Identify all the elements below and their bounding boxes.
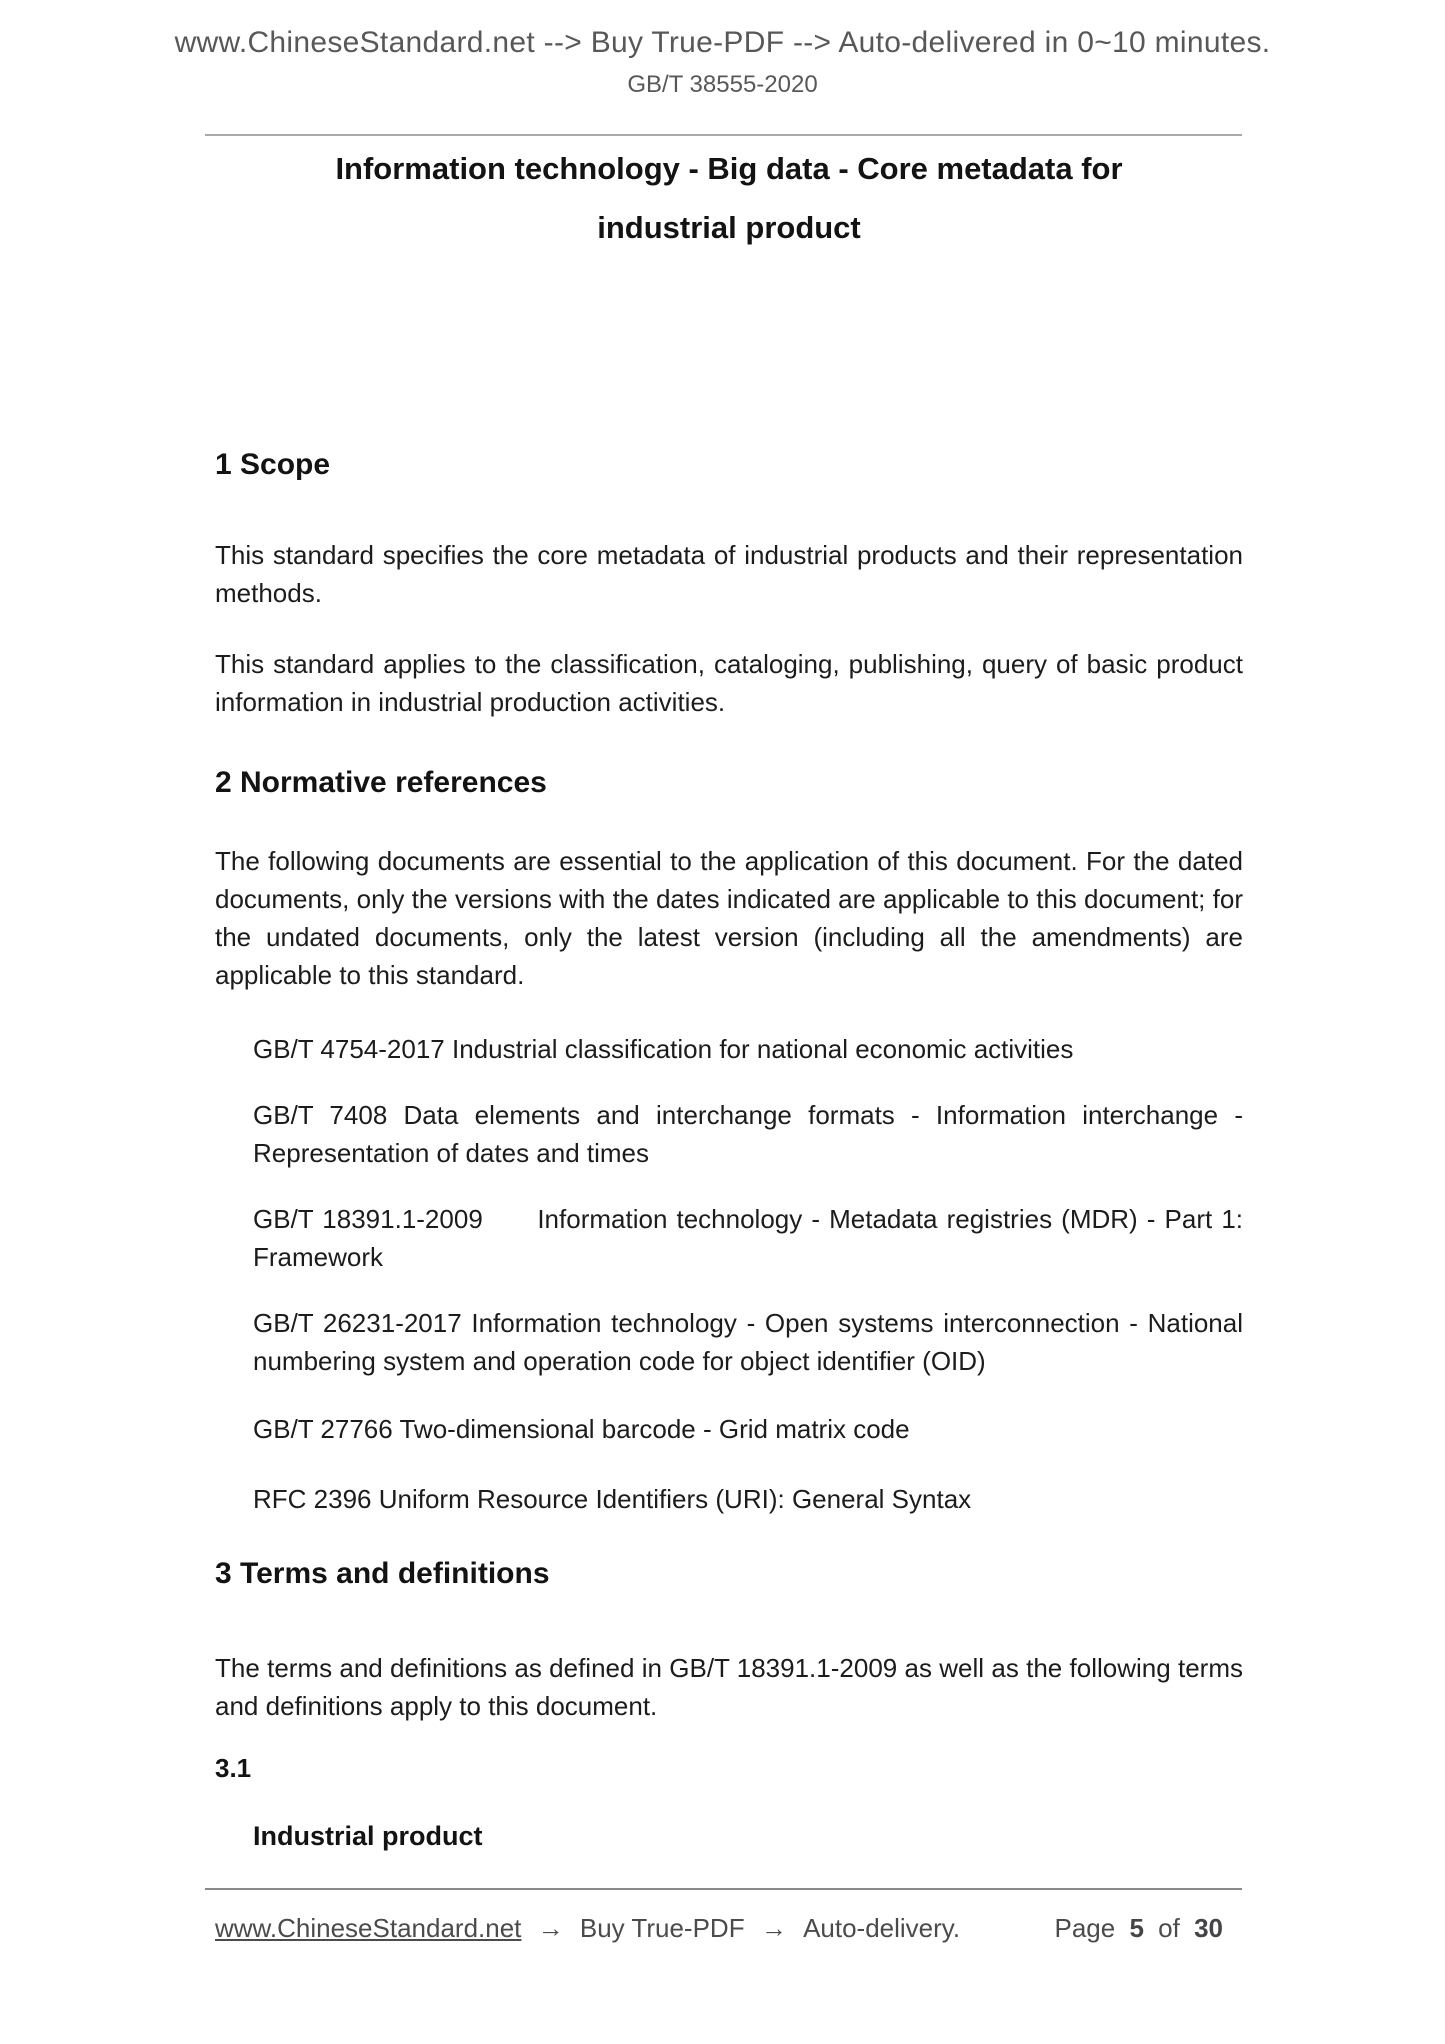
page-of-label: of (1158, 1913, 1180, 1943)
reference-item-6: RFC 2396 Uniform Resource Identifiers (URI): General Syntax (253, 1484, 972, 1514)
reference-item-5: GB/T 27766 Two-dimensional barcode - Grid matrix code (253, 1414, 910, 1444)
footer-divider (205, 1888, 1242, 1890)
reference-item-1: GB/T 4754-2017 Industrial classification for national economic activities (253, 1034, 1074, 1064)
document-title (215, 139, 1243, 257)
term-name: Industrial product (253, 1821, 483, 1851)
page-current: 5 (1129, 1913, 1144, 1943)
document-title-line2: industrial product (597, 210, 861, 245)
section-heading-scope: 1 Scope (215, 448, 331, 481)
footer-buy-label: Buy True-PDF (579, 1913, 745, 1943)
page-label: Page (1054, 1913, 1116, 1943)
footer-delivery-label: Auto-delivery. (803, 1913, 961, 1943)
header-banner: www.ChineseStandard.net --> Buy True-PDF --> Auto-delivered in 0~10 minutes. (174, 26, 1271, 59)
page-footer (215, 1913, 1243, 1944)
scope-paragraph-2: This standard applies to the classification, cataloging, publishing, query of basic product information in industrial production activities. (215, 649, 1243, 717)
scope-paragraph-1: This standard specifies the core metadata of industrial products and their representation methods. (215, 540, 1243, 608)
standard-number: GB/T 38555-2020 (627, 71, 818, 98)
page-indicator (1054, 1913, 1243, 1944)
document-title-line1: Information technology - Big data - Core metadata for (335, 151, 1123, 186)
normative-references-intro: The following documents are essential to the application of this document. For the dated documents, only the versions with the dates indicated are applicable to this document; for the undated documents, only the latest version (including all the amendments) are applicable to this standard. (215, 846, 1243, 990)
header-divider (205, 134, 1242, 136)
footer-site-link[interactable]: www.ChineseStandard.net (215, 1913, 522, 1943)
reference-item-2: GB/T 7408 Data elements and interchange formats - Information interchange - Representation of dates and times (253, 1100, 1243, 1168)
arrow-right-icon: → (760, 1913, 787, 1943)
section-heading-terms: 3 Terms and definitions (215, 1557, 550, 1590)
term-number: 3.1 (215, 1753, 252, 1783)
page-total: 30 (1194, 1913, 1223, 1943)
footer-delivery-note (215, 1913, 960, 1944)
section-heading-normative-references: 2 Normative references (215, 766, 547, 799)
reference-item-3: GB/T 18391.1-2009 Information technology - Metadata registries (MDR) - Part 1: Framework (253, 1204, 1243, 1272)
reference-item-4: GB/T 26231-2017 Information technology - Open systems interconnection - National numbering system and operation code for object identifier (OID) (253, 1308, 1243, 1376)
terms-intro: The terms and definitions as defined in GB/T 18391.1-2009 as well as the following terms and definitions apply to this document. (215, 1653, 1243, 1721)
arrow-right-icon: → (537, 1913, 564, 1943)
